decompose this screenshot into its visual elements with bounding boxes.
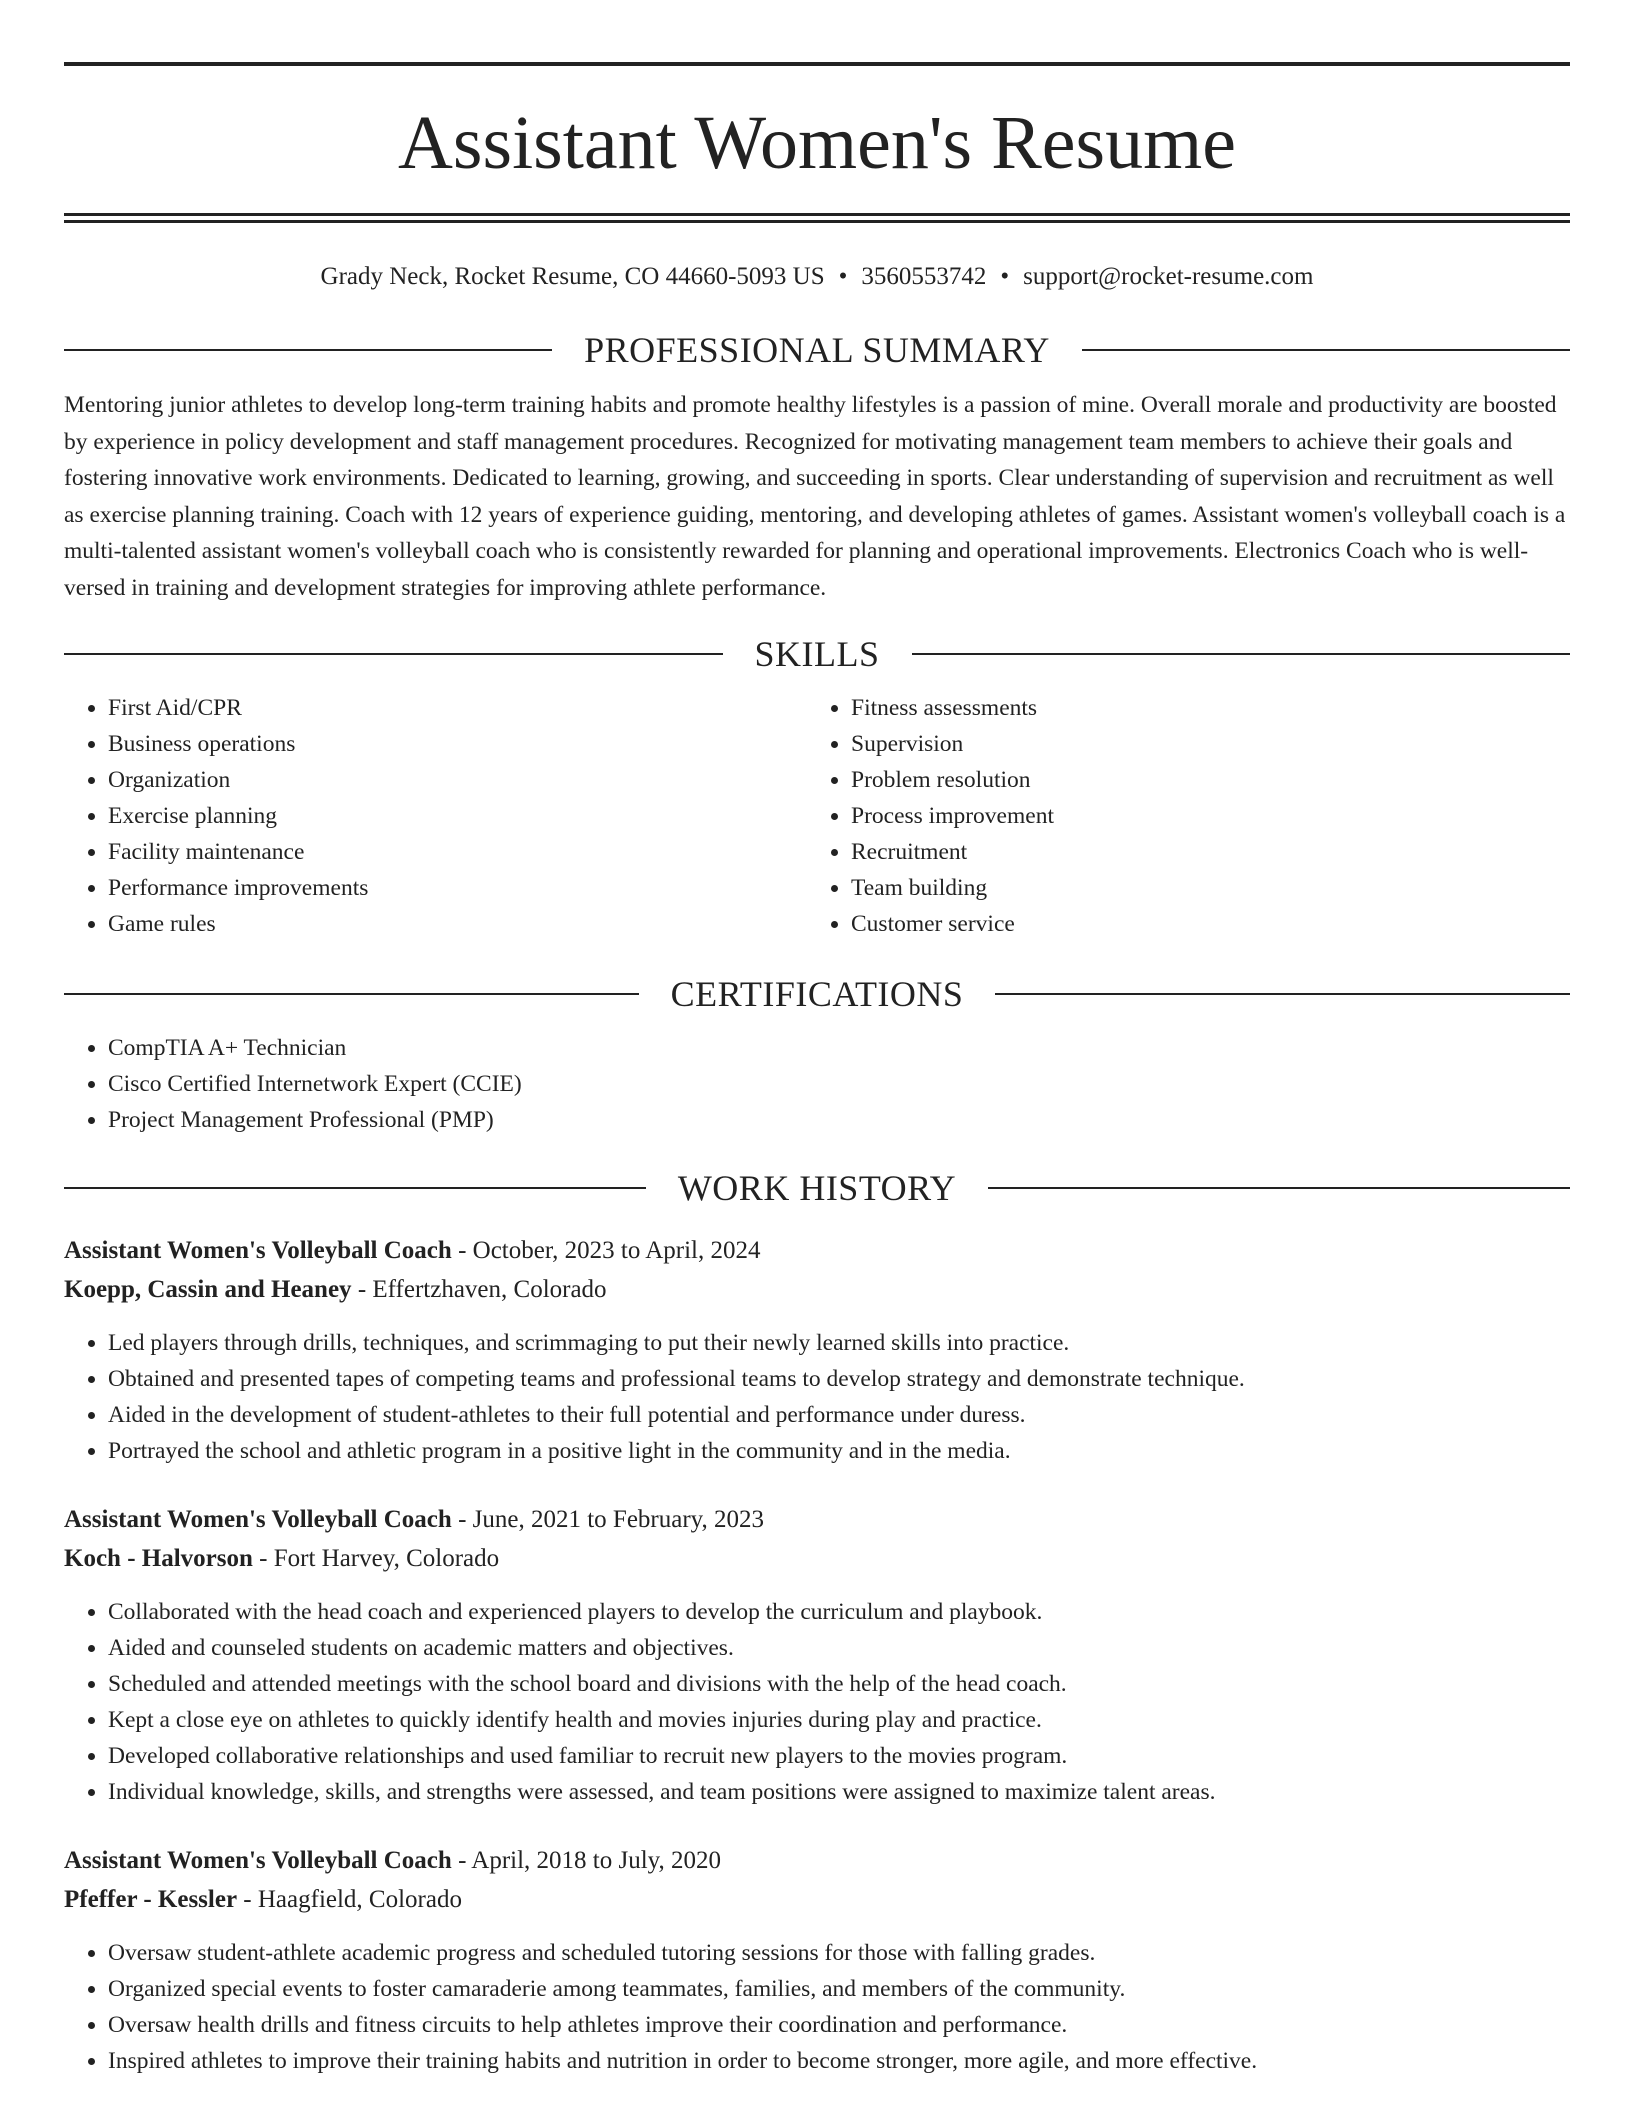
skill-item: • Fitness assessments [851,690,1550,726]
skills-list [807,690,1550,942]
job-dash: - [458,1506,467,1533]
section-title: CERTIFICATIONS [670,974,964,1014]
skill-item: • First Aid/CPR [108,690,807,726]
job-company: Pfeffer - Kessler [64,1886,238,1913]
job-title: Assistant Women's Volleyball Coach [64,1847,452,1874]
section-rule-left [64,1187,646,1189]
job-location: Fort Harvey, Colorado [273,1545,500,1572]
skill-item: • Team building [851,870,1550,906]
job-bullets [64,1594,1570,1810]
job-company-line [64,1539,1570,1578]
job-bullet: • Individual knowledge, skills, and strengths were assessed, and team positions were assigned to maximize talent areas. [108,1774,1570,1810]
job-entry [64,1500,1570,1810]
job-dash: - [458,1237,467,1264]
job-company: Koepp, Cassin and Heaney [64,1276,352,1303]
certification-item: • Project Management Professional (PMP) [108,1102,1570,1138]
section-title: SKILLS [754,634,880,674]
job-dates: June, 2021 to February, 2023 [472,1506,765,1533]
job-bullet: • Oversaw student-athlete academic progress and scheduled tutoring sessions for those with falling grades. [108,1935,1570,1971]
job-bullet: • Scheduled and attended meetings with the school board and divisions with the help of the head coach. [108,1666,1570,1702]
job-entry [64,1841,1570,2079]
job-bullet: • Oversaw health drills and fitness circuits to help athletes improve their coordination and performance. [108,2007,1570,2043]
section-rule-left [64,653,723,655]
skill-item: • Supervision [851,726,1550,762]
section-rule-right [988,1187,1570,1189]
contact-separator: • [838,263,848,290]
title-double-rule [64,213,1570,223]
skill-item: • Customer service [851,906,1550,942]
job-dates: April, 2018 to July, 2020 [471,1847,722,1874]
skill-item: • Performance improvements [108,870,807,906]
section-rule-right [912,653,1571,655]
job-bullet: • Led players through drills, techniques, and scrimmaging to put their newly learned skills into practice. [108,1325,1570,1361]
skills-column-right [807,690,1550,942]
job-bullet: • Kept a close eye on athletes to quickly identify health and movies injuries during play and practice. [108,1702,1570,1738]
job-dates: October, 2023 to April, 2024 [472,1237,761,1264]
job-dash: - [357,1276,367,1303]
certification-item: • Cisco Certified Internetwork Expert (CCIE) [108,1066,1570,1102]
job-company-line [64,1880,1570,1919]
job-company: Koch - Halvorson [64,1545,253,1572]
job-bullet: • Inspired athletes to improve their training habits and nutrition in order to become stronger, more agile, and more effective. [108,2043,1570,2079]
top-rule [64,62,1570,66]
skills-list [64,690,807,942]
skill-item: • Organization [108,762,807,798]
job-bullets [64,1325,1570,1469]
job-title: Assistant Women's Volleyball Coach [64,1237,452,1264]
job-entry [64,1231,1570,1469]
job-title-line [64,1231,1570,1270]
section-title: WORK HISTORY [677,1168,957,1208]
job-title: Assistant Women's Volleyball Coach [64,1506,452,1533]
summary-text: Mentoring junior athletes to develop long-term training habits and promote healthy lifestyles is a passion of mine. Overall morale and productivity are boosted by experience in policy development and staff management procedures. Recognized for motivating management team members to achieve their goals and fostering innovative work environments. Dedicated to learning, growing, and succeeding in sports. Clear understanding of supervision and recruitment as well as exercise planning training. Coach with 12 years of experience guiding, mentoring, and developing athletes of games. Assistant women's volleyball coach is a multi-talented assistant women's volleyball coach who is consistently rewarded for planning and operational improvements. Electronics Coach who is well-versed in training and development strategies for improving athlete performance. [64,392,1566,601]
job-bullet: • Developed collaborative relationships and used familiar to recruit new players to the movies program. [108,1738,1570,1774]
job-title-line [64,1500,1570,1539]
skills-column-left [64,690,807,942]
job-dash: - [243,1886,252,1913]
section-header-summary [64,328,1570,372]
contact-line [64,260,1570,294]
job-title-line [64,1841,1570,1880]
skill-item: • Facility maintenance [108,834,807,870]
skill-item: • Exercise planning [108,798,807,834]
skill-item: • Business operations [108,726,807,762]
job-location: Effertzhaven, Colorado [372,1276,607,1303]
skill-item: • Problem resolution [851,762,1550,798]
job-dash: - [458,1847,467,1874]
skill-item: • Game rules [108,906,807,942]
contact-phone: 3560553742 [861,263,987,290]
job-dash: - [259,1545,268,1572]
section-rule-right [1082,349,1570,351]
resume-title: Assistant Women's Resume [398,101,1236,185]
resume-page [64,62,1570,2079]
job-bullet: • Aided and counseled students on academic matters and objectives. [108,1630,1570,1666]
job-bullets [64,1935,1570,2079]
section-rule-left [64,993,639,995]
job-location: Haagfield, Colorado [257,1886,462,1913]
job-bullet: • Aided in the development of student-athletes to their full potential and performance under duress. [108,1397,1570,1433]
job-bullet: • Portrayed the school and athletic program in a positive light in the community and in the media. [108,1433,1570,1469]
certifications-list [64,1030,1570,1138]
job-company-line [64,1270,1570,1309]
section-rule-right [995,993,1570,995]
section-header-skills [64,632,1570,676]
skills-columns [64,690,1570,942]
skill-item: • Process improvement [851,798,1550,834]
section-header-certifications [64,972,1570,1016]
job-bullet: • Obtained and presented tapes of competing teams and professional teams to develop strategy and demonstrate technique. [108,1361,1570,1397]
contact-address: Grady Neck, Rocket Resume, CO 44660-5093 US [320,263,825,290]
skill-item: • Recruitment [851,834,1550,870]
contact-email: support@rocket-resume.com [1023,263,1314,290]
contact-separator: • [1000,263,1010,290]
section-header-work-history [64,1166,1570,1210]
job-bullet: • Organized special events to foster camaraderie among teammates, families, and members of the community. [108,1971,1570,2007]
section-rule-left [64,349,552,351]
certification-item: • CompTIA A+ Technician [108,1030,1570,1066]
section-title: PROFESSIONAL SUMMARY [584,330,1050,370]
job-bullet: • Collaborated with the head coach and experienced players to develop the curriculum and playbook. [108,1594,1570,1630]
